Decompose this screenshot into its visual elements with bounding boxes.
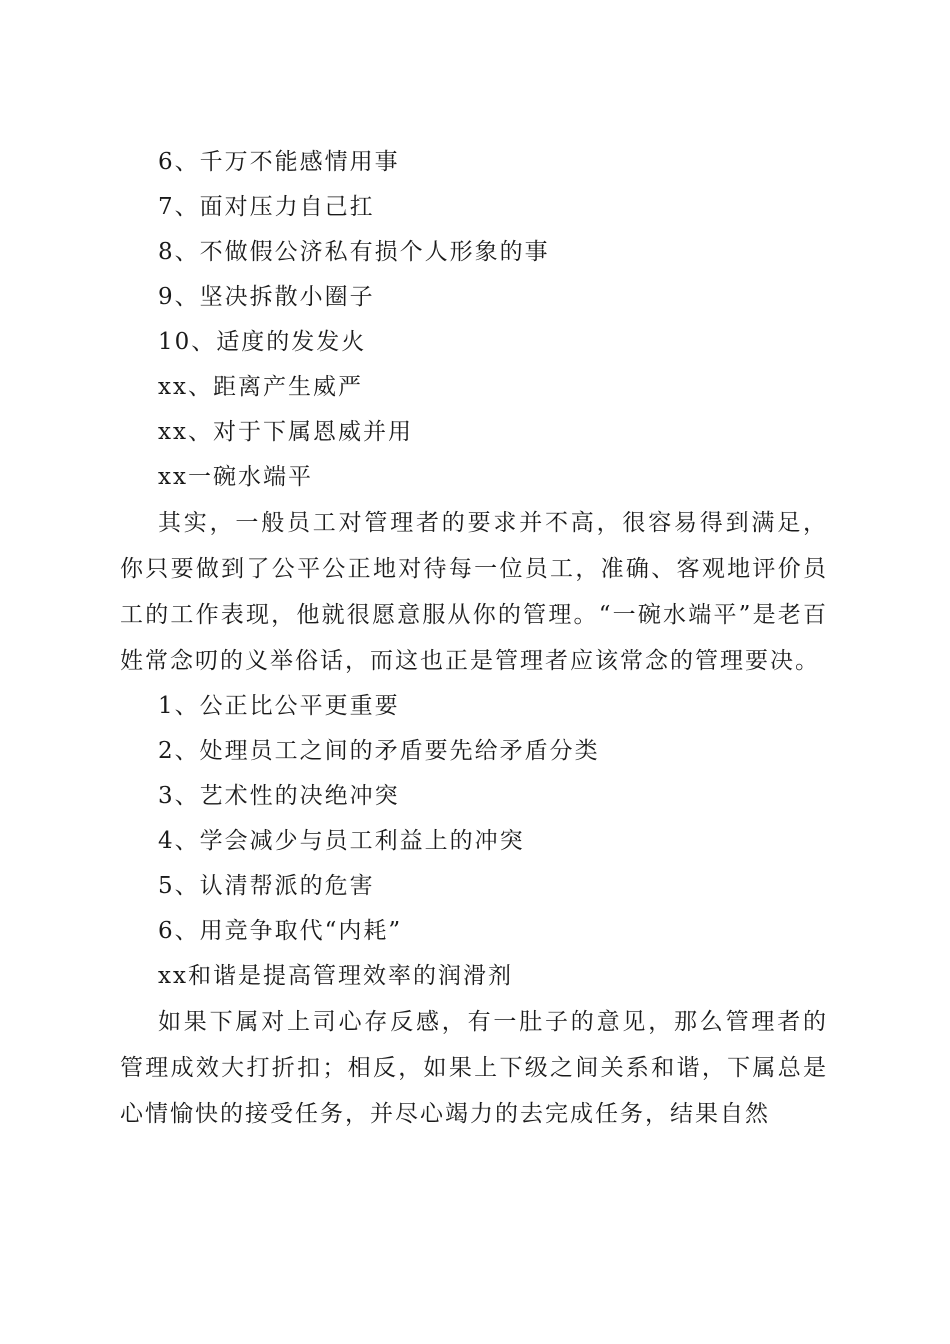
paragraph: 其实，一般员工对管理者的要求并不高，很容易得到满足，你只要做到了公平公正地对待每一位员工，准确、客观地评价员工的工作表现，他就很愿意服从你的管理。“一碗水端平”是老百姓常念叨的义举俗话，而这也正是管理者应该常念的管理要决。 — [120, 510, 828, 674]
list-item: 1、公正比公平更重要 — [158, 693, 400, 719]
list-item: 5、认清帮派的危害 — [158, 873, 375, 899]
list-item: 7、面对压力自己扛 — [158, 194, 375, 220]
list-item: xx、距离产生威严 — [158, 374, 363, 400]
list-item: 2、处理员工之间的矛盾要先给矛盾分类 — [158, 738, 600, 764]
list-item: 9、坚决拆散小圈子 — [158, 284, 375, 310]
list-item: 3、艺术性的决绝冲突 — [158, 783, 400, 809]
list-item: xx、对于下属恩威并用 — [158, 419, 413, 445]
document-body — [120, 140, 828, 1137]
list-item: 10、适度的发发火 — [158, 329, 367, 355]
list-item: 6、用竞争取代“内耗” — [158, 918, 403, 944]
section-heading: xx和谐是提高管理效率的润滑剂 — [158, 963, 513, 989]
list-item: 4、学会减少与员工利益上的冲突 — [158, 828, 525, 854]
list-item: 6、千万不能感情用事 — [158, 149, 400, 175]
section-heading: xx一碗水端平 — [158, 464, 313, 490]
paragraph: 如果下属对上司心存反感，有一肚子的意见，那么管理者的管理成效大打折扣；相反，如果上下级之间关系和谐，下属总是心情愉快的接受任务，并尽心竭力的去完成任务，结果自然 — [120, 1009, 828, 1127]
list-item: 8、不做假公济私有损个人形象的事 — [158, 239, 550, 265]
